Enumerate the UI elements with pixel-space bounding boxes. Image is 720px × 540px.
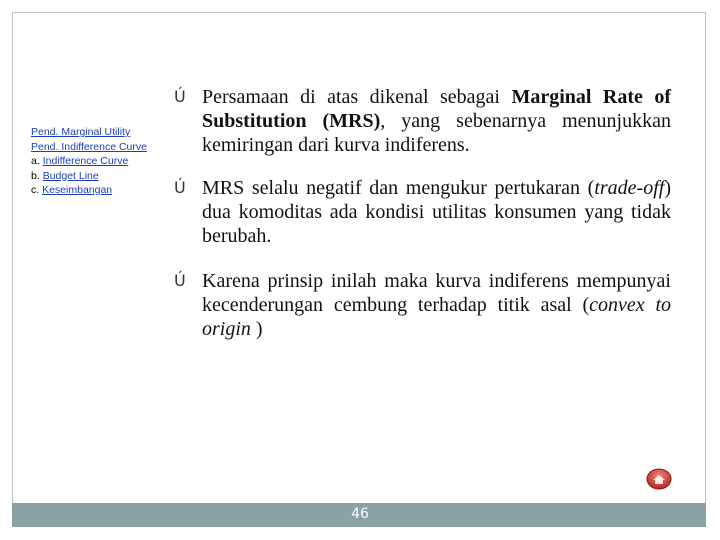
bullet-text	[202, 270, 671, 340]
link-indifference-curve-intro[interactable]: Pend. Indifference Curve	[31, 140, 147, 153]
bullet-text-part: Persamaan di atas dikenal sebagai	[202, 86, 512, 108]
bullet-text-bold: Marginal Rate of Substitution (MRS)	[202, 86, 671, 132]
bullet-text-part: ) dua komoditas ada kondisi utilitas konsumen yang tidak berubah.	[202, 177, 671, 247]
bullet-list	[174, 85, 671, 363]
bullet-item	[174, 176, 671, 248]
bullet-marker-icon: Ú	[174, 178, 186, 197]
sidebar-item-prefix: a.	[31, 155, 43, 167]
home-button[interactable]	[645, 467, 673, 491]
bullet-marker-icon: Ú	[174, 271, 186, 290]
home-button-icon	[645, 467, 673, 491]
bullet-text-part: Karena prinsip inilah maka kurva indiferens mempunyai kecenderungan cembung terhadap titik asal (	[202, 270, 671, 316]
link-marginal-utility[interactable]: Pend. Marginal Utility	[31, 126, 131, 138]
bullet-text-part: )	[250, 318, 263, 340]
bullet-text	[202, 86, 671, 156]
bullet-text-italic: convex to origin	[202, 294, 671, 340]
sidebar-item-prefix: b.	[31, 169, 43, 182]
bullet-text	[202, 177, 671, 247]
sidebar-item-prefix: c.	[31, 184, 43, 196]
sidebar-item-indifference-curve	[31, 154, 147, 169]
bullet-item	[174, 269, 671, 341]
sidebar-item-marginal-utility	[31, 125, 147, 140]
bullet-item	[174, 85, 671, 157]
link-indifference-curve[interactable]: Indifference Curve	[42, 155, 129, 167]
link-budget-line[interactable]: Budget Line	[42, 169, 99, 182]
sidebar-item-keseimbangan	[31, 183, 147, 198]
bullet-text-part: , yang sebenarnya menunjukkan kemiringan dari kurva indiferens.	[202, 110, 671, 156]
sidebar-nav	[31, 125, 147, 198]
page-number: 46	[351, 506, 369, 522]
link-keseimbangan[interactable]: Keseimbangan	[42, 184, 113, 196]
bullet-text-italic: trade-off	[594, 177, 665, 199]
bullet-text-part: MRS selalu negatif dan mengukur pertukaran (	[202, 177, 595, 199]
sidebar-item-budget-line	[31, 169, 147, 184]
sidebar-item-indifference-curve-intro	[31, 140, 147, 155]
bullet-marker-icon: Ú	[174, 87, 186, 106]
